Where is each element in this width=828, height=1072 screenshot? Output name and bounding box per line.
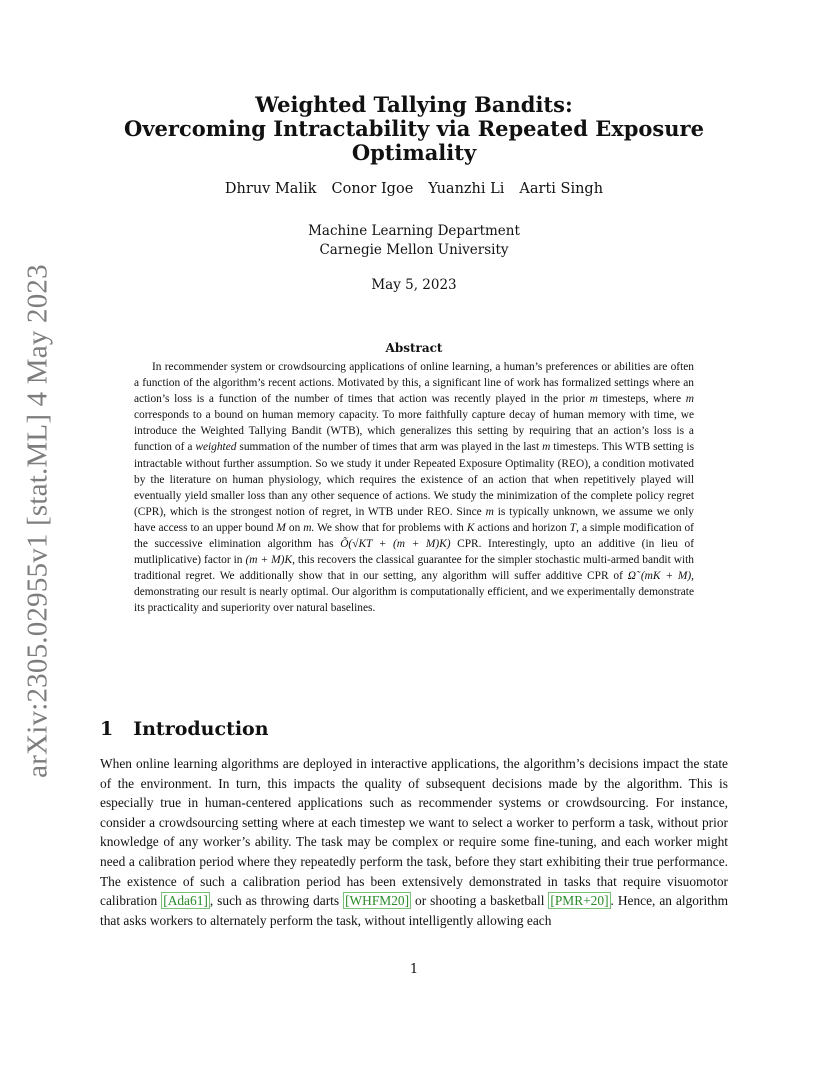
- paper-title: [100, 93, 728, 165]
- title-line: Weighted Tallying Bandits:: [255, 92, 573, 117]
- section-number: 1: [100, 718, 114, 740]
- title-line: Optimality: [351, 140, 477, 165]
- math-symbol: m.: [303, 521, 315, 534]
- abstract-segment: , a simple modification of the successive elimination algorithm has: [134, 521, 694, 551]
- author-name: Conor Igoe: [331, 181, 414, 197]
- abstract-segment: We show that for problems with: [317, 521, 464, 534]
- section-title: Introduction: [133, 718, 269, 740]
- arxiv-identifier: arXiv:2305.02955v1 [stat.ML] 4 May 2023: [21, 264, 54, 778]
- abstract-heading: Abstract: [385, 341, 443, 355]
- affiliation-university: Carnegie Mellon University: [319, 242, 509, 258]
- intro-segment: . Hence, an algorithm that asks workers to alternately perform the task, without intelligently allowing each: [100, 893, 729, 928]
- math-symbol: M: [276, 521, 286, 534]
- math-symbol: T: [569, 521, 577, 534]
- arxiv-sidebar: [18, 264, 58, 778]
- emphasis-weighted: weighted: [195, 441, 237, 454]
- intro-segment: When online learning algorithms are deployed in interactive applications, the algorithm’s decisions impact the state of the environment. In turn, this impacts the quality of subsequent decisions made by the algorithm. This is especially true in human-centered applications such as recommender systems or crowdsourcing. For instance, consider a crowdsourcing setting where at each timestep we want to select a worker to perform a task, without prior knowledge of any worker’s ability. The task may be complex or require some fine-tuning, and each worker might need a calibration period where they repeatedly perform the task, before they start exhibiting their true performance. The existence of such a calibration period has been extensively demonstrated in tasks that require visuomotor calibration: [100, 756, 728, 909]
- abstract-segment: is typically unknown, we assume we only have access to an upper bound: [134, 505, 694, 534]
- regret-upper-bound: Õ(√KT + (m + M)K): [340, 538, 451, 551]
- math-symbol: m: [589, 393, 598, 406]
- intro-segment: or shooting a basketball: [415, 893, 545, 909]
- math-symbol: m: [485, 505, 494, 518]
- math-symbol: m: [685, 393, 694, 406]
- abstract-segment: , this recovers the classical guarantee for the simpler stochastic multi-armed bandit with traditional regret. We additionally show that in our setting, any algorithm will suffer additive CPR of: [134, 554, 694, 583]
- math-symbol: m: [542, 441, 551, 454]
- title-line: Overcoming Intractability via Repeated Exposure: [124, 116, 704, 141]
- abstract-segment: CPR. Interestingly, upto an additive (in lieu of mutliplicative) factor in: [134, 538, 695, 567]
- author-list: [100, 181, 728, 197]
- citation-link[interactable]: [PMR+20]: [550, 893, 609, 909]
- citation-link[interactable]: [Ada61]: [163, 893, 208, 909]
- paper-date: May 5, 2023: [371, 277, 457, 293]
- additive-factor: (m + M)K: [245, 554, 293, 567]
- abstract-segment: summation of the number of times that arm was played in the last: [239, 441, 540, 454]
- page-number: 1: [409, 962, 419, 977]
- author-name: Aarti Singh: [519, 181, 604, 197]
- abstract-segment: corresponds to a bound on human memory capacity. To more faithfully capture decay of human memory with time, we introduce the Weighted Tallying Bandit (WTB), which generalizes this setting by requiring that an action’s loss is a function of a: [134, 409, 694, 454]
- section-heading: [100, 718, 269, 740]
- citation-link[interactable]: [WHFM20]: [345, 893, 410, 909]
- abstract-segment: actions and horizon: [477, 521, 567, 534]
- math-symbol: K: [466, 521, 475, 534]
- intro-segment: , such as throwing darts: [209, 893, 340, 909]
- affiliation: [100, 222, 728, 260]
- abstract-segment: timesteps. This WTB setting is intractable without further assumption. So we study it under Repeated Exposure Optimality (REO), a condition motivated by the literature on human physiology, which requires the existence of an action that when repetitively played will eventually yield smaller loss than any other sequence of actions. We study the minimization of the complete policy regret (CPR), which is the strongest notion of regret, in WTB under REO. Since: [134, 441, 695, 518]
- author-name: Dhruv Malik: [224, 181, 317, 197]
- abstract-segment: on: [288, 521, 301, 534]
- abstract-segment: timesteps, where: [602, 393, 681, 406]
- introduction-text: [100, 754, 728, 930]
- affiliation-department: Machine Learning Department: [308, 223, 520, 239]
- abstract-segment: , demonstrating our result is nearly optimal. Our algorithm is computationally efficient, and we experimentally demonstrate its practicality and superiority over natural baselines.: [134, 570, 694, 615]
- author-name: Yuanzhi Li: [428, 181, 505, 197]
- abstract-text: [134, 359, 694, 617]
- regret-lower-bound: Ω̃ (mK + M): [627, 570, 692, 583]
- abstract-segment: In recommender system or crowdsourcing applications of online learning, a human’s preferences or abilities are often a function of the algorithm’s recent actions. Motivated by this, a significant line of work has formalized settings where an action’s loss is a function of the number of times that action was recently played in the prior: [134, 361, 694, 406]
